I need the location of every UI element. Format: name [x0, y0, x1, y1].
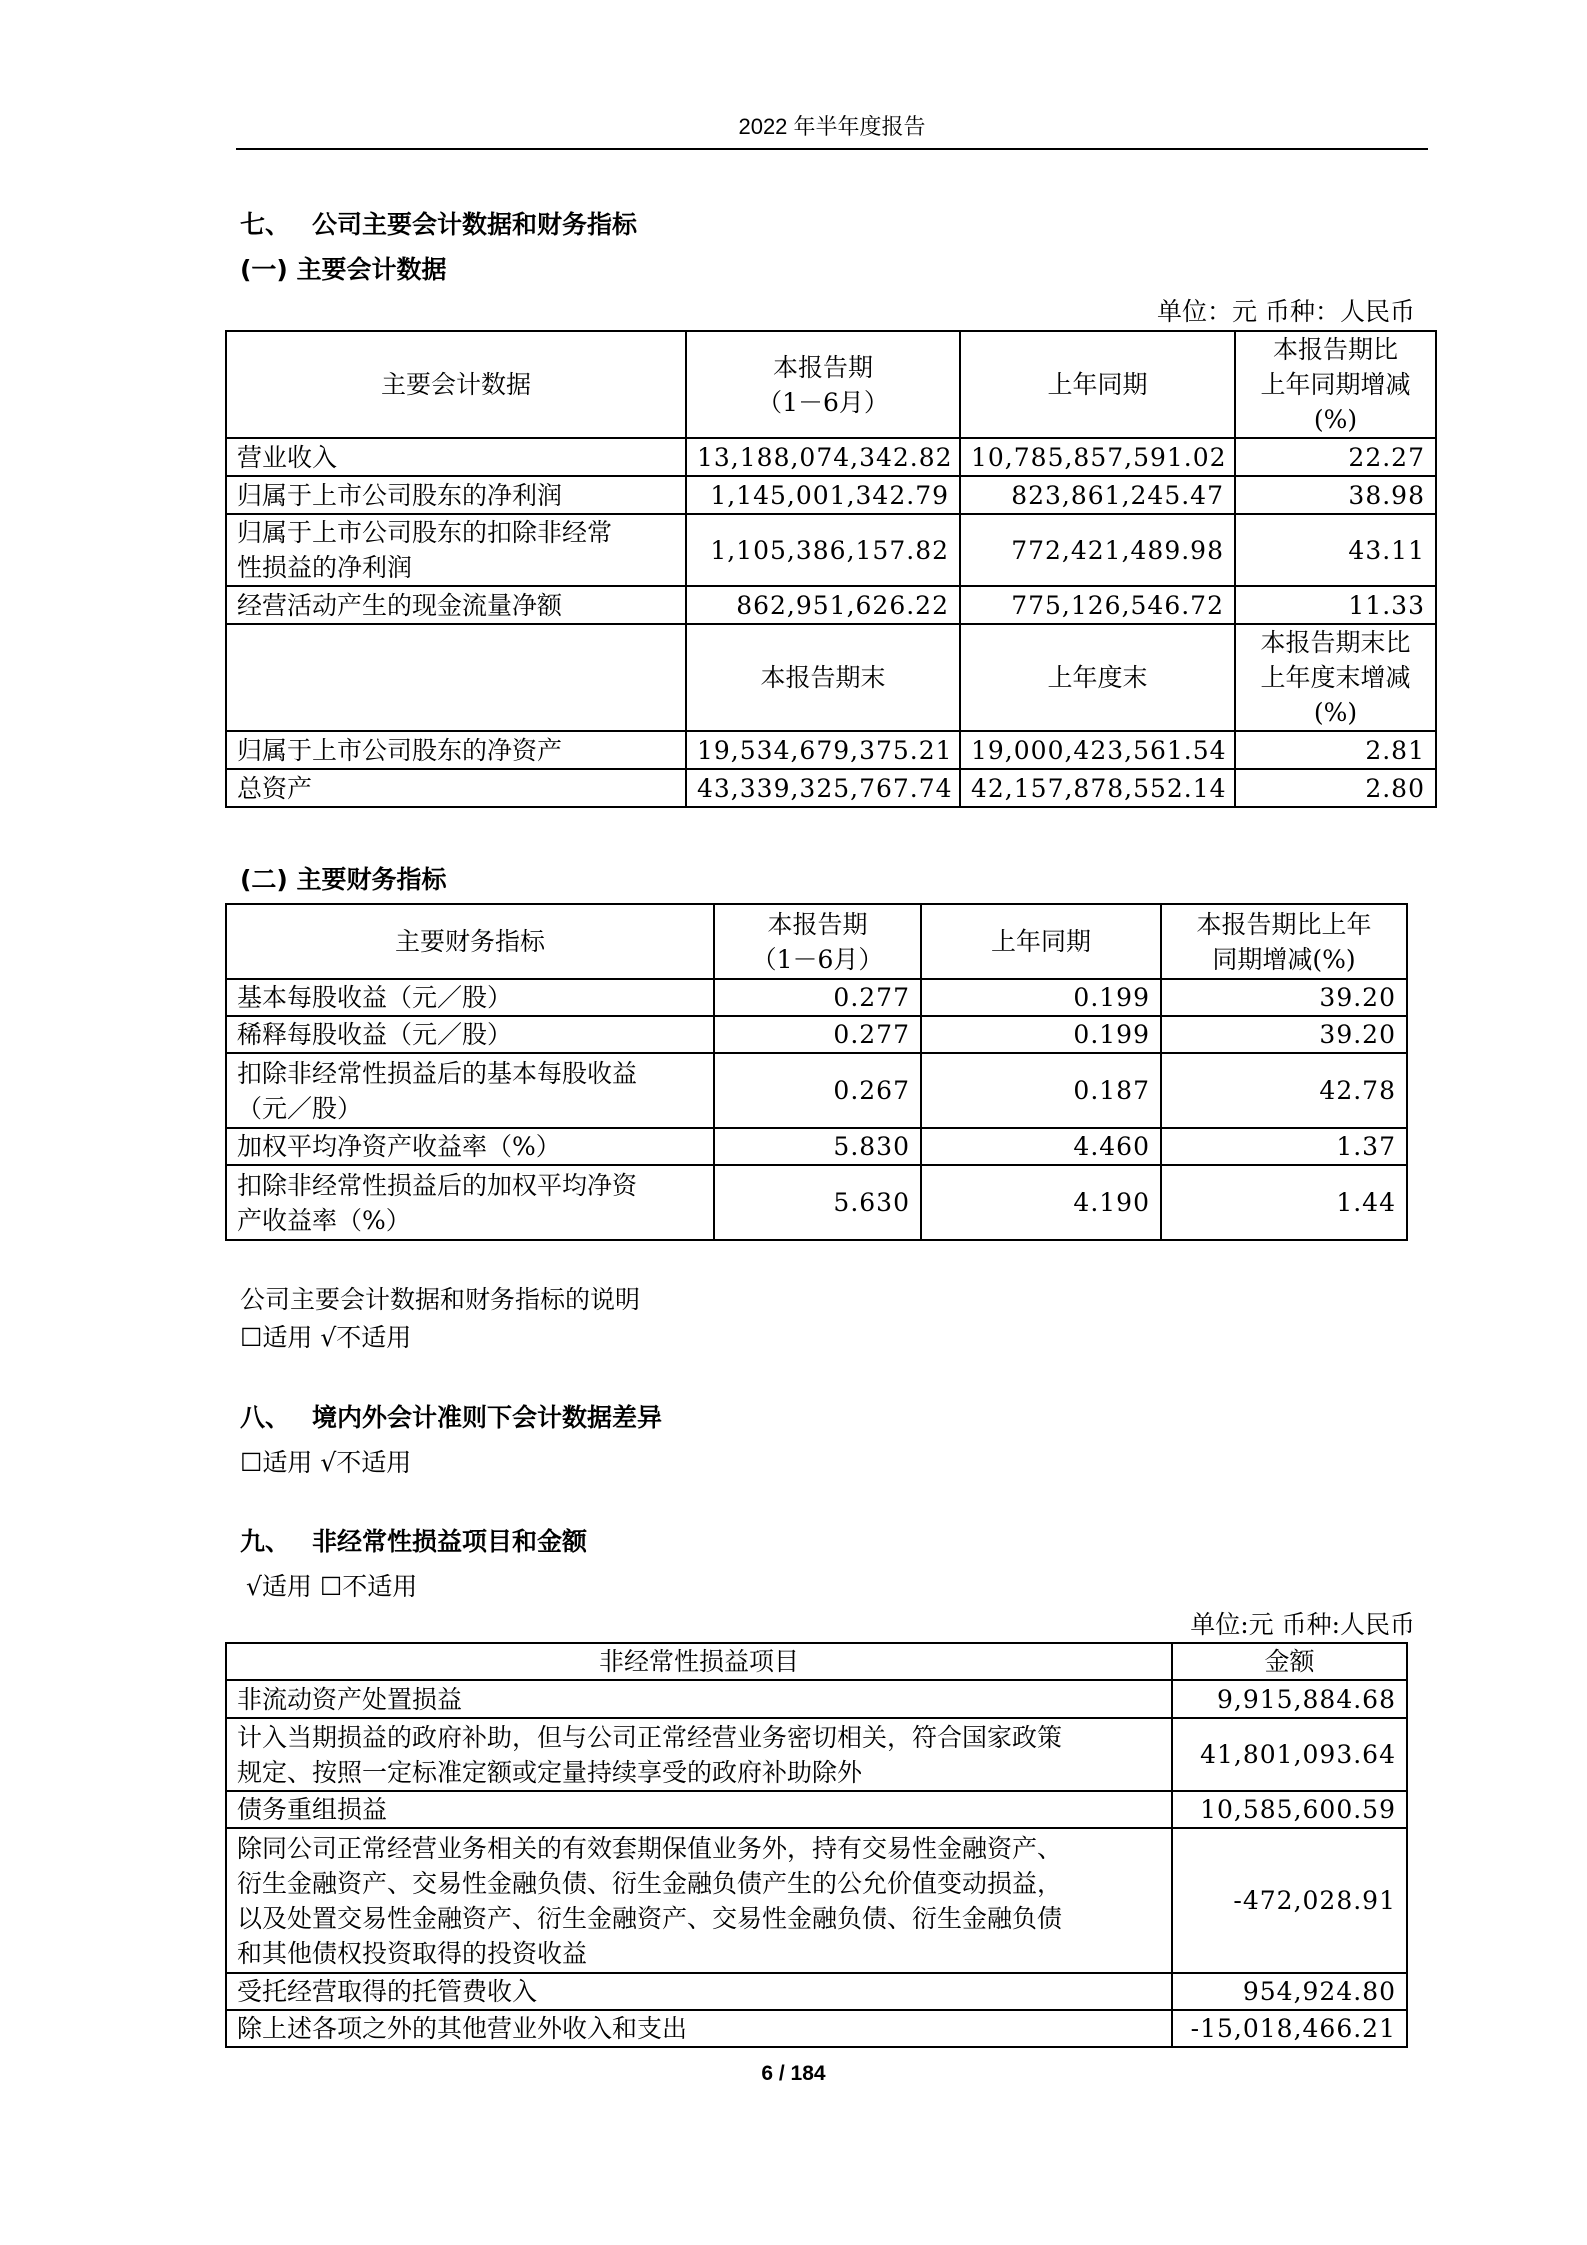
change-value: 38.98 [1235, 476, 1436, 514]
previous-value: 0.199 [921, 979, 1161, 1016]
current-value: 1,105,386,157.82 [686, 514, 960, 586]
previous-value: 4.460 [921, 1128, 1161, 1165]
row-label: 稀释每股收益（元／股） [226, 1016, 714, 1053]
current-value: 0.277 [714, 979, 921, 1016]
item-label: 非流动资产处置损益 [226, 1680, 1172, 1718]
section-7-number: 七、 [240, 210, 291, 239]
row-label: 营业收入 [226, 438, 686, 476]
change-value: 39.20 [1161, 979, 1407, 1016]
current-value: 13,188,074,342.82 [686, 438, 960, 476]
change-value: 1.44 [1161, 1165, 1407, 1240]
item-label: 除上述各项之外的其他营业外收入和支出 [226, 2010, 1172, 2047]
amount-value: 41,801,093.64 [1172, 1718, 1407, 1791]
previous-value: 19,000,423,561.54 [960, 731, 1235, 769]
table-row [226, 1165, 1407, 1240]
main-financial-indicators-table [225, 903, 1408, 1241]
current-value: 0.277 [714, 1016, 921, 1053]
table-row [226, 514, 1436, 586]
table-header-row [226, 904, 1407, 979]
note-title: 公司主要会计数据和财务指标的说明 [240, 1285, 641, 1314]
section-7-heading [240, 205, 637, 241]
header-cell: 本报告期末 [686, 624, 960, 731]
change-value: 2.80 [1235, 769, 1436, 807]
table-subheader-row [226, 624, 1436, 731]
table-3-unit: 单位:元 币种:人民币 [1190, 1610, 1415, 1639]
section-9-title: 非经常性损益项目和金额 [312, 1527, 588, 1556]
header-cell: 上年度末 [960, 624, 1235, 731]
previous-value: 4.190 [921, 1165, 1161, 1240]
subsection-2-title: (二) 主要财务指标 [240, 865, 447, 894]
table-row [226, 1828, 1407, 1973]
table-row [226, 586, 1436, 624]
current-value: 0.267 [714, 1053, 921, 1128]
item-label: 除同公司正常经营业务相关的有效套期保值业务外，持有交易性金融资产、 衍生金融资产、交易性金融负债、衍生金融负债产生的公允价值变动损益， 以及处置交易性金融资产、衍生金融资产、交易性金融负债、衍生金融负债 和其他债权投资取得的投资收益 [226, 1828, 1172, 1973]
header-cell: 上年同期 [960, 331, 1235, 438]
section-8-number: 八、 [240, 1403, 291, 1432]
page-header: 2022 年半年度报告 [236, 112, 1428, 150]
table-row [226, 476, 1436, 514]
row-label: 归属于上市公司股东的净利润 [226, 476, 686, 514]
table-header-row [226, 1643, 1407, 1680]
item-label: 受托经营取得的托管费收入 [226, 1973, 1172, 2010]
change-value: 43.11 [1235, 514, 1436, 586]
row-label: 归属于上市公司股东的扣除非经常 性损益的净利润 [226, 514, 686, 586]
row-label: 扣除非经常性损益后的基本每股收益 （元／股） [226, 1053, 714, 1128]
table-row [226, 438, 1436, 476]
section-7-title: 公司主要会计数据和财务指标 [312, 210, 638, 239]
section-8-applicability: ☐适用 √不适用 [240, 1448, 412, 1477]
header-cell: 非经常性损益项目 [226, 1643, 1172, 1680]
section-8-heading [240, 1398, 662, 1434]
current-value: 5.830 [714, 1128, 921, 1165]
header-cell: 本报告期 （1－6月） [714, 904, 921, 979]
header-cell: 金额 [1172, 1643, 1407, 1680]
row-label: 基本每股收益（元／股） [226, 979, 714, 1016]
table-row [226, 1973, 1407, 2010]
subsection-1-title: (一) 主要会计数据 [240, 255, 447, 284]
row-label: 经营活动产生的现金流量净额 [226, 586, 686, 624]
header-cell: 本报告期比 上年同期增减 (%) [1235, 331, 1436, 438]
item-label: 计入当期损益的政府补助，但与公司正常经营业务密切相关，符合国家政策 规定、按照一定标准定额或定量持续享受的政府补助除外 [226, 1718, 1172, 1791]
section-9-number: 九、 [240, 1527, 291, 1556]
non-recurring-items-table [225, 1642, 1408, 2048]
row-label: 总资产 [226, 769, 686, 807]
header-cell: 本报告期末比 上年度末增减 (%) [1235, 624, 1436, 731]
table-row [226, 1016, 1407, 1053]
header-cell: 本报告期比上年 同期增减(%) [1161, 904, 1407, 979]
table-row [226, 1718, 1407, 1791]
current-value: 19,534,679,375.21 [686, 731, 960, 769]
amount-value: -472,028.91 [1172, 1828, 1407, 1973]
table-header-row [226, 331, 1436, 438]
section-9-applicability: √适用 ☐不适用 [246, 1572, 418, 1601]
previous-value: 42,157,878,552.14 [960, 769, 1235, 807]
change-value: 2.81 [1235, 731, 1436, 769]
page-number: 6 / 184 [761, 2062, 826, 2085]
row-label: 归属于上市公司股东的净资产 [226, 731, 686, 769]
previous-value: 0.187 [921, 1053, 1161, 1128]
current-value: 862,951,626.22 [686, 586, 960, 624]
amount-value: 10,585,600.59 [1172, 1791, 1407, 1828]
current-value: 43,339,325,767.74 [686, 769, 960, 807]
row-label: 加权平均净资产收益率（%） [226, 1128, 714, 1165]
main-accounting-data-table [225, 330, 1437, 808]
item-label: 债务重组损益 [226, 1791, 1172, 1828]
section-8-title: 境内外会计准则下会计数据差异 [312, 1403, 663, 1432]
row-label: 扣除非经常性损益后的加权平均净资 产收益率（%） [226, 1165, 714, 1240]
change-value: 39.20 [1161, 1016, 1407, 1053]
header-cell: 上年同期 [921, 904, 1161, 979]
section-9-heading [240, 1522, 587, 1558]
current-value: 1,145,001,342.79 [686, 476, 960, 514]
change-value: 11.33 [1235, 586, 1436, 624]
previous-value: 823,861,245.47 [960, 476, 1235, 514]
amount-value: 954,924.80 [1172, 1973, 1407, 2010]
table-row [226, 1680, 1407, 1718]
table-row [226, 731, 1436, 769]
previous-value: 772,421,489.98 [960, 514, 1235, 586]
amount-value: -15,018,466.21 [1172, 2010, 1407, 2047]
change-value: 1.37 [1161, 1128, 1407, 1165]
table-row [226, 1053, 1407, 1128]
previous-value: 775,126,546.72 [960, 586, 1235, 624]
header-cell-empty [226, 624, 686, 731]
change-value: 42.78 [1161, 1053, 1407, 1128]
previous-value: 10,785,857,591.02 [960, 438, 1235, 476]
table-row [226, 1791, 1407, 1828]
previous-value: 0.199 [921, 1016, 1161, 1053]
table-row [226, 1128, 1407, 1165]
table-1-unit: 单位：元 币种：人民币 [1157, 297, 1415, 326]
current-value: 5.630 [714, 1165, 921, 1240]
note-applicability: ☐适用 √不适用 [240, 1323, 412, 1352]
amount-value: 9,915,884.68 [1172, 1680, 1407, 1718]
table-row [226, 2010, 1407, 2047]
header-cell: 本报告期 （1－6月） [686, 331, 960, 438]
table-row [226, 979, 1407, 1016]
header-cell: 主要会计数据 [226, 331, 686, 438]
header-cell: 主要财务指标 [226, 904, 714, 979]
table-row [226, 769, 1436, 807]
change-value: 22.27 [1235, 438, 1436, 476]
